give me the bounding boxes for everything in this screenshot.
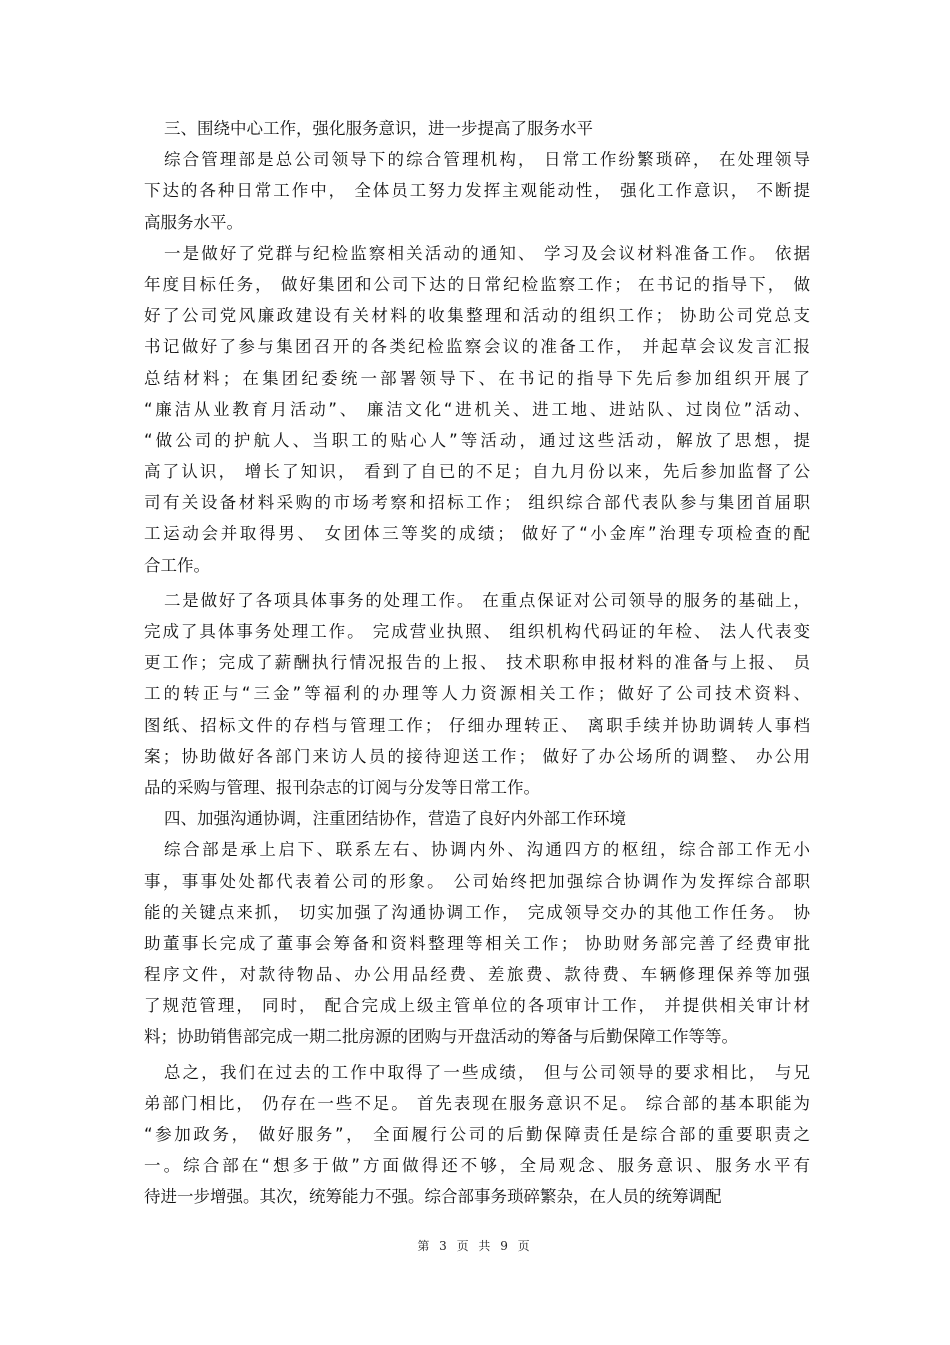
section-3-heading: 三、围绕中心工作，强化服务意识，进一步提高了服务水平 [164, 119, 593, 138]
document-body [144, 113, 810, 1213]
paragraph-line: 工运动会并取得男、 女团体三等奖的成绩； 做好了“小金库”治理专项检查的配 [144, 524, 810, 544]
paragraph-line: “做公司的护航人、当职工的贴心人”等活动，通过这些活动，解放了思想，提 [144, 430, 810, 450]
paragraph-line: 完成了具体事务处理工作。 完成营业执照、 组织机构代码证的年检、 法人代表变 [144, 622, 810, 641]
paragraph-line: “参加政务， 做好服务”， 全面履行公司的后勤保障责任是综合部的重要职责之 [144, 1125, 810, 1144]
paragraph-line: 料；协助销售部完成一期二批房源的团购与开盘活动的筹备与后勤保障工作等等。 [144, 1027, 738, 1047]
paragraph-line: 下达的各种日常工作中， 全体员工努力发挥主观能动性， 强化工作意识， 不断提 [144, 181, 810, 201]
paragraph-line: 好了公司党风廉政建设有关材料的收集整理和活动的组织工作； 协助公司党总支 [144, 306, 810, 326]
paragraph-line: 年度目标任务， 做好集团和公司下达的日常纪检监察工作； 在书记的指导下， 做 [144, 274, 810, 294]
paragraph-line: 总之，我们在过去的工作中取得了一些成绩， 但与公司领导的要求相比， 与兄 [164, 1062, 810, 1082]
paragraph-line: 高了认识， 增长了知识， 看到了自已的不足；自九月份以来，先后参加监督了公 [144, 462, 810, 482]
paragraph-line: 事，事事处处都代表着公司的形象。 公司始终把加强综合协调作为发挥综合部职 [144, 871, 810, 891]
page-number: 第 3 页 共 9 页 [417, 1239, 533, 1253]
paragraph-line: 了规范管理， 同时， 配合完成上级主管单位的各项审计工作， 并提供相关审计材 [144, 996, 810, 1016]
paragraph-line: 能的关键点来抓， 切实加强了沟通协调工作， 完成领导交办的其他工作任务。 协 [144, 902, 810, 922]
paragraph-line: 案；协助做好各部门来访人员的接待迎送工作； 做好了办公场所的调整、 办公用 [144, 746, 810, 766]
paragraph-line: 书记做好了参与集团召开的各类纪检监察会议的准备工作， 并起草会议发言汇报 [144, 337, 810, 357]
paragraph-line: 程序文件，对款待物品、办公用品经费、差旅费、款待费、车辆修理保养等加强 [144, 965, 810, 985]
paragraph-line: 图纸、招标文件的存档与管理工作； 仔细办理转正、 离职手续并协助调转人事档 [144, 715, 810, 735]
paragraph-line: 总结材料；在集团纪委统一部署领导下、在书记的指导下先后参加组织开展了 [144, 368, 810, 388]
paragraph-line: 助董事长完成了董事会筹备和资料整理等相关工作； 协助财务部完善了经费审批 [144, 933, 810, 953]
paragraph-line: 待进一步增强。其次，统筹能力不强。综合部事务琐碎繁杂，在人员的统筹调配 [144, 1187, 722, 1207]
paragraph-line: 工的转正与“三金”等福利的办理等人力资源相关工作；做好了公司技术资料、 [144, 684, 810, 704]
paragraph-line: 综合管理部是总公司领导下的综合管理机构， 日常工作纷繁琐碎， 在处理领导 [164, 150, 810, 170]
paragraph-line: “廉洁从业教育月活动”、 廉洁文化“进机关、进工地、进站队、过岗位”活动、 [144, 399, 810, 419]
paragraph-line: 更工作；完成了薪酬执行情况报告的上报、 技术职称申报材料的准备与上报、 员 [144, 653, 810, 673]
paragraph-line: 综合部是承上启下、联系左右、协调内外、沟通四方的枢纽，综合部工作无小 [164, 840, 810, 860]
paragraph-line: 一是做好了党群与纪检监察相关活动的通知、 学习及会议材料准备工作。 依据 [164, 243, 810, 263]
section-4-heading: 四、加强沟通协调，注重团结协作，营造了良好内外部工作环境 [164, 809, 626, 829]
paragraph-line: 司有关设备材料采购的市场考察和招标工作； 组织综合部代表队参与集团首届职 [144, 493, 810, 513]
paragraph-line: 一。综合部在“想多于做”方面做得还不够，全局观念、服务意识、服务水平有 [144, 1156, 810, 1176]
paragraph-line: 二是做好了各项具体事务的处理工作。 在重点保证对公司领导的服务的基础上， [164, 590, 810, 610]
paragraph-line: 高服务水平。 [144, 212, 243, 232]
paragraph-line: 弟部门相比， 仍存在一些不足。 首先表现在服务意识不足。 综合部的基本职能为 [144, 1093, 810, 1113]
paragraph-line: 品的采购与管理、报刊杂志的订阅与分发等日常工作。 [144, 777, 540, 797]
paragraph-line: 合工作。 [144, 555, 210, 575]
